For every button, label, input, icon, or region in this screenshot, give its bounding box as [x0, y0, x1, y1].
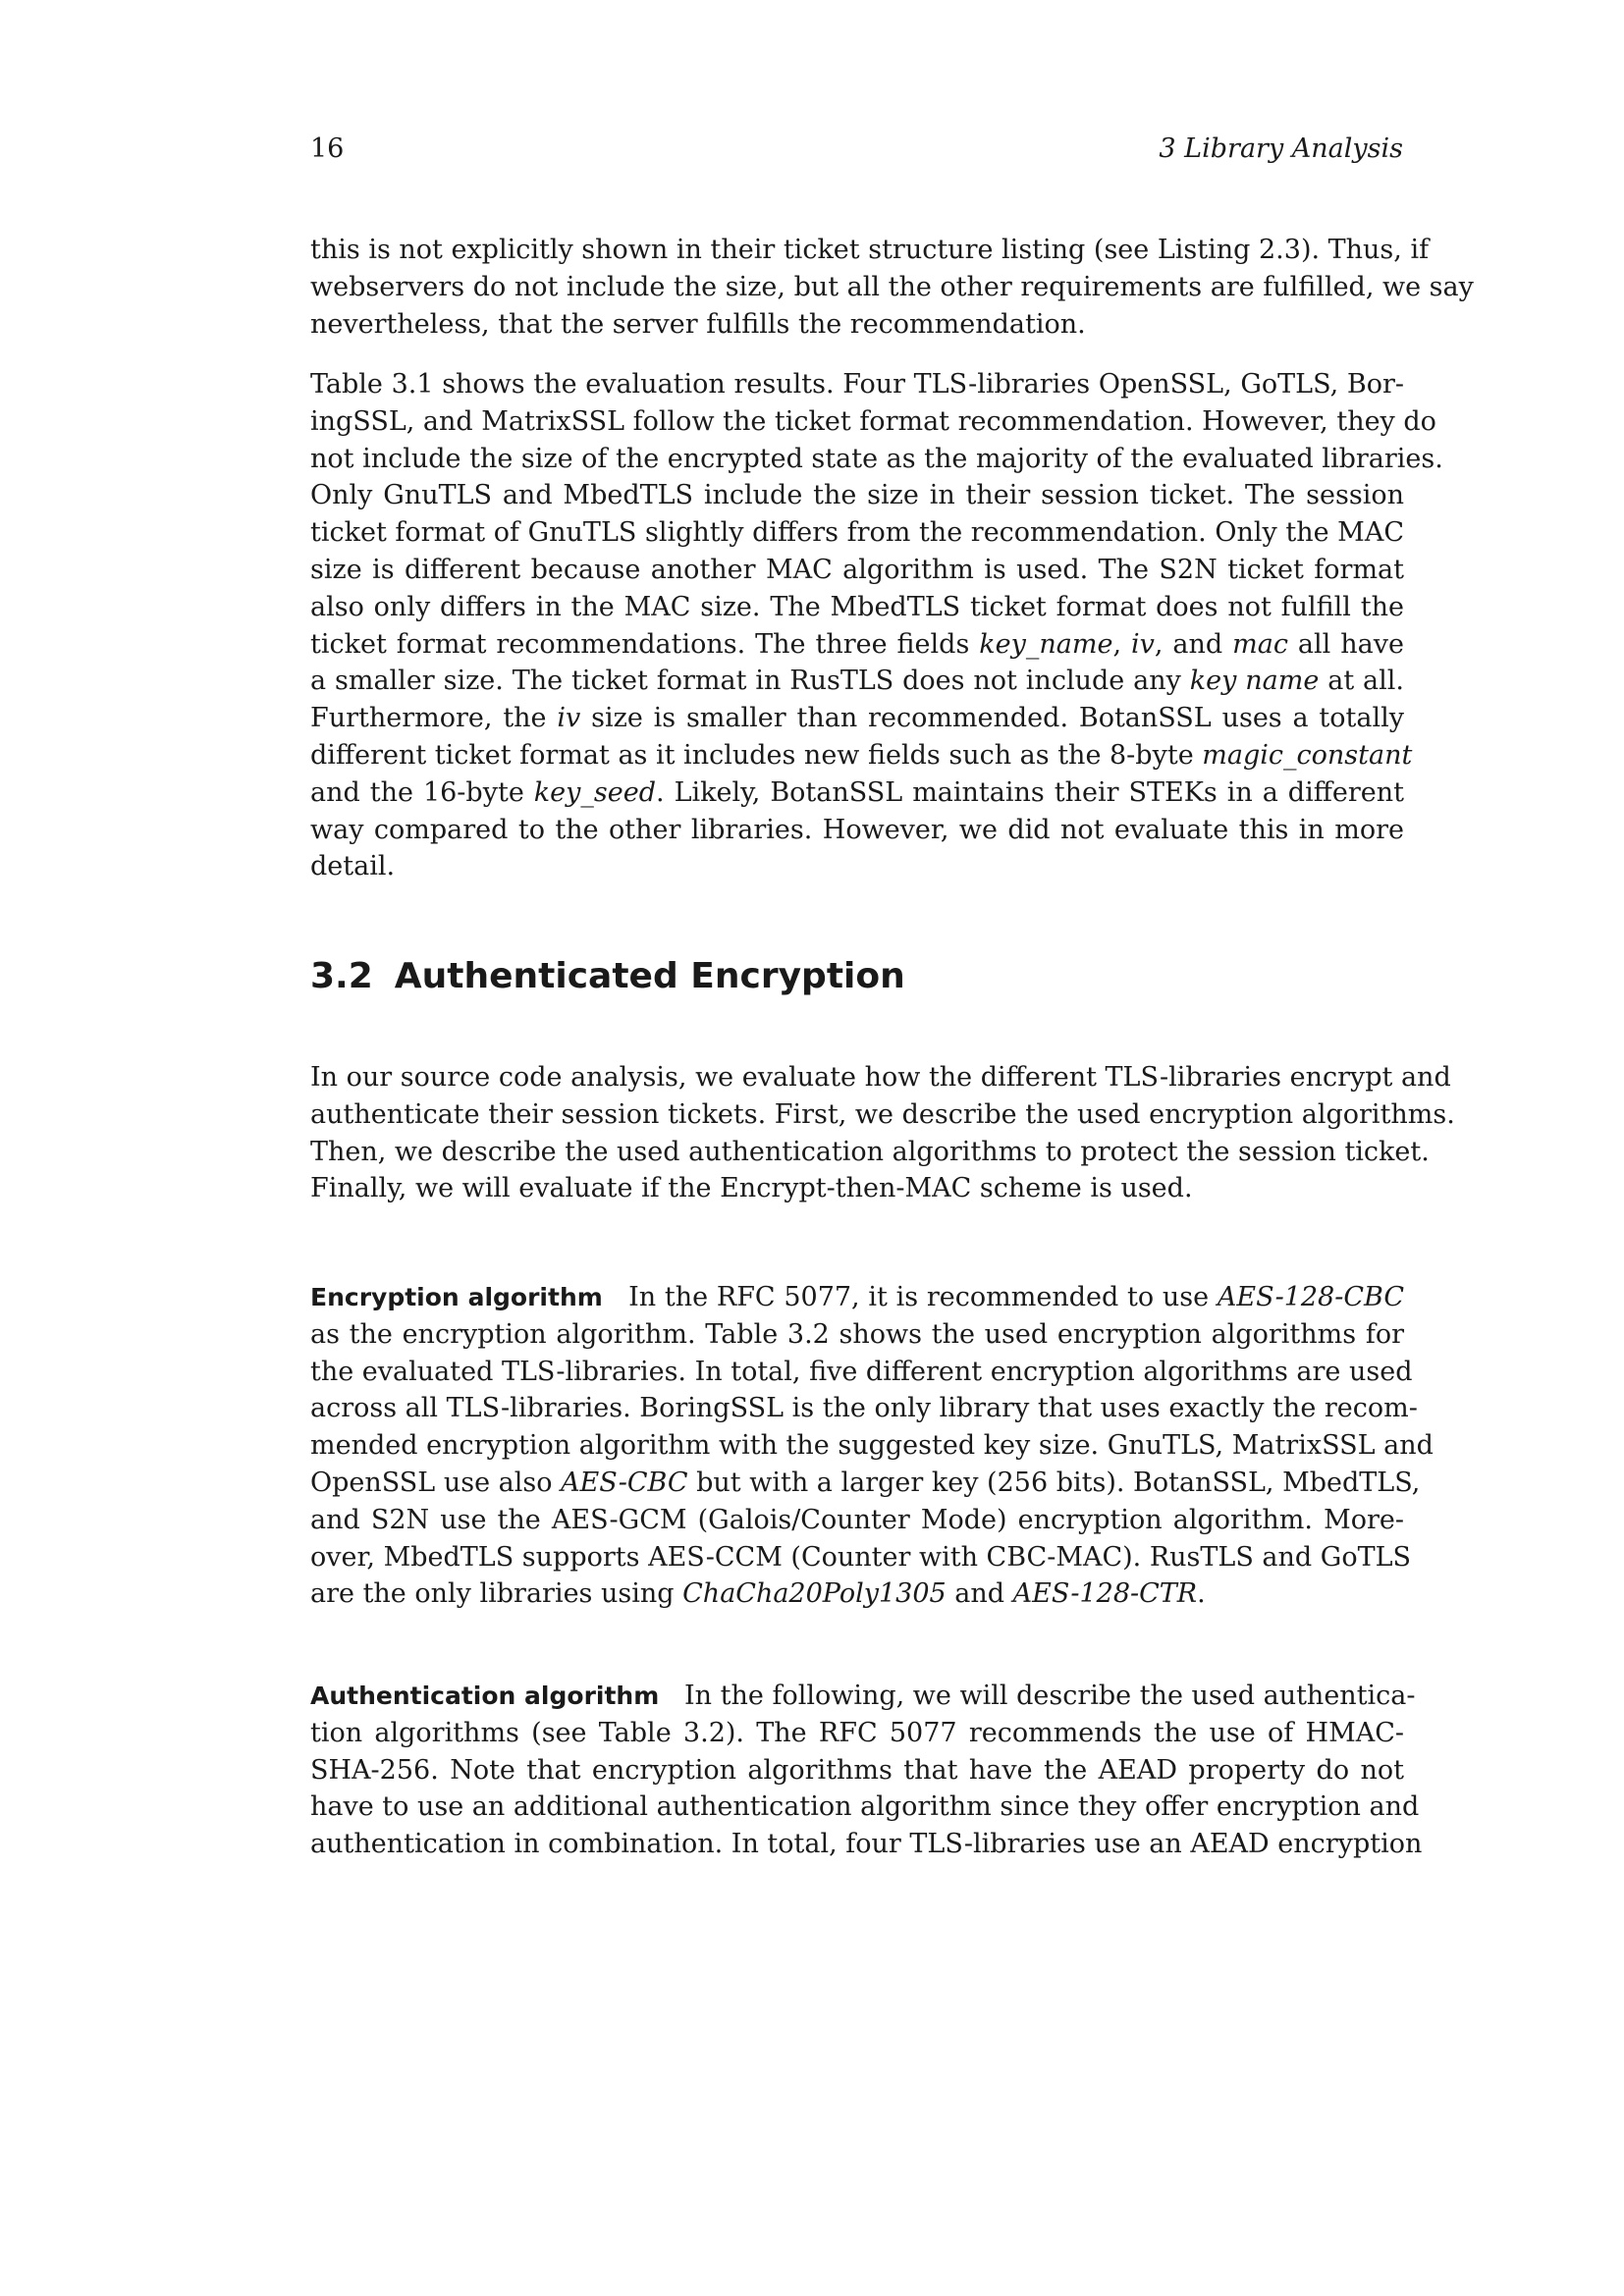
paragraph-encryption-algorithm [310, 1279, 1434, 1613]
text-line: and S2N use the AES-GCM (Galois/Counter Mode) encryption algorithm. More- [310, 1504, 1404, 1535]
term-key-name: key_name [979, 628, 1113, 660]
term-iv: iv [557, 703, 581, 734]
text-line: authentication in combination. In total, four TLS-libraries use an AEAD encryption [310, 1829, 1423, 1860]
text-line: detail. [310, 851, 396, 882]
section-title: Authenticated Encryption [394, 956, 905, 996]
term-aes-128-cbc: AES-128-CBC [1217, 1282, 1405, 1312]
text-line: Only GnuTLS and MbedTLS include the size in their session ticket. The session [310, 480, 1404, 511]
run-in-heading: Authentication algorithm [310, 1682, 660, 1710]
term-key-seed: key_seed [533, 776, 656, 808]
text-line: Furthermore, the iv size is smaller than recommended. BotanSSL uses a totally [310, 703, 1404, 734]
text-line: Then, we describe the used authentication algorithms to protect the session ticket. [310, 1136, 1430, 1167]
text-line: nevertheless, that the server fulfills the recommendation. [310, 308, 1086, 340]
text-line: OpenSSL use also AES-CBC but with a larger key (256 bits). BotanSSL, MbedTLS, [310, 1467, 1421, 1498]
run-in-heading: Encryption algorithm [310, 1283, 603, 1311]
text-line: Finally, we will evaluate if the Encrypt-then-MAC scheme is used. [310, 1173, 1193, 1204]
text-line: also only differs in the MAC size. The MbedTLS ticket format does not fulfill the [310, 591, 1404, 622]
text-line: a smaller size. The ticket format in RusTLS does not include any key name at all. [310, 666, 1405, 697]
text-line: way compared to the other libraries. However, we did not evaluate this in more [310, 814, 1404, 845]
term-chacha20poly1305: ChaCha20Poly1305 [682, 1578, 947, 1610]
paragraph-continuation [310, 232, 1474, 343]
term-mac: mac [1232, 628, 1288, 660]
paragraph-intro [310, 1059, 1455, 1207]
paragraph-evaluation-results [310, 366, 1443, 885]
text-line: not include the size of the encrypted state as the majority of the evaluated libraries. [310, 443, 1443, 474]
text-line: different ticket format as it includes new fields such as the 8-byte magic_constant [310, 739, 1413, 771]
text-line: tion algorithms (see Table 3.2). The RFC 5077 recommends the use of HMAC- [310, 1717, 1404, 1748]
text-line: ingSSL, and MatrixSSL follow the ticket format recommendation. However, they do [310, 405, 1436, 437]
text-line: are the only libraries using ChaCha20Poly1305 and AES-128-CTR. [310, 1578, 1206, 1610]
page-number: 16 [310, 133, 345, 164]
chapter-title: 3 Library Analysis [1159, 133, 1403, 164]
text-line: size is different because another MAC algorithm is used. The S2N ticket format [310, 554, 1404, 585]
text-line: ticket format recommendations. The three fields key_name, iv, and mac all have [310, 628, 1404, 660]
text-line: as the encryption algorithm. Table 3.2 shows the used encryption algorithms for [310, 1318, 1404, 1350]
term-magic-constant: magic_constant [1202, 739, 1413, 771]
text-line: SHA-256. Note that encryption algorithms that have the AEAD property do not [310, 1754, 1404, 1786]
text-line: over, MbedTLS supports AES-CCM (Counter with CBC-MAC). RusTLS and GoTLS [310, 1541, 1412, 1573]
term-key-name: key name [1189, 666, 1320, 697]
text-line: Authentication algorithm In the following, we will describe the used authentica- [310, 1681, 1416, 1711]
text-line: across all TLS-libraries. BoringSSL is the only library that uses exactly the recom- [310, 1393, 1418, 1424]
term-iv: iv [1130, 628, 1155, 660]
text-line: authenticate their session tickets. First, we describe the used encryption algorithms. [310, 1098, 1455, 1130]
text-line: the evaluated TLS-libraries. In total, five different encryption algorithms are used [310, 1356, 1413, 1387]
text-line: In our source code analysis, we evaluate how the different TLS-libraries encrypt and [310, 1062, 1451, 1093]
text-line: Table 3.1 shows the evaluation results. Four TLS-libraries OpenSSL, GoTLS, Bor- [310, 369, 1404, 400]
text-line: ticket format of GnuTLS slightly differs from the recommendation. Only the MAC [310, 517, 1404, 549]
text-line: and the 16-byte key_seed. Likely, BotanSSL maintains their STEKs in a different [310, 776, 1404, 808]
running-header [310, 131, 1403, 167]
term-aes-cbc: AES-CBC [561, 1467, 688, 1498]
text-line: webservers do not include the size, but all the other requirements are fulfilled, we say [310, 271, 1474, 302]
section-number: 3.2 [310, 956, 373, 996]
text-line: mended encryption algorithm with the suggested key size. GnuTLS, MatrixSSL and [310, 1430, 1434, 1462]
text-line: have to use an additional authentication algorithm since they offer encryption and [310, 1791, 1420, 1823]
term-aes-128-ctr: AES-128-CTR [1012, 1578, 1198, 1610]
section-heading [310, 954, 905, 999]
paragraph-authentication-algorithm [310, 1678, 1423, 1863]
text-line: this is not explicitly shown in their ticket structure listing (see Listing 2.3). Thus, if [310, 235, 1430, 265]
text-line: Encryption algorithm In the RFC 5077, it is recommended to use AES-128-CBC [310, 1282, 1405, 1312]
